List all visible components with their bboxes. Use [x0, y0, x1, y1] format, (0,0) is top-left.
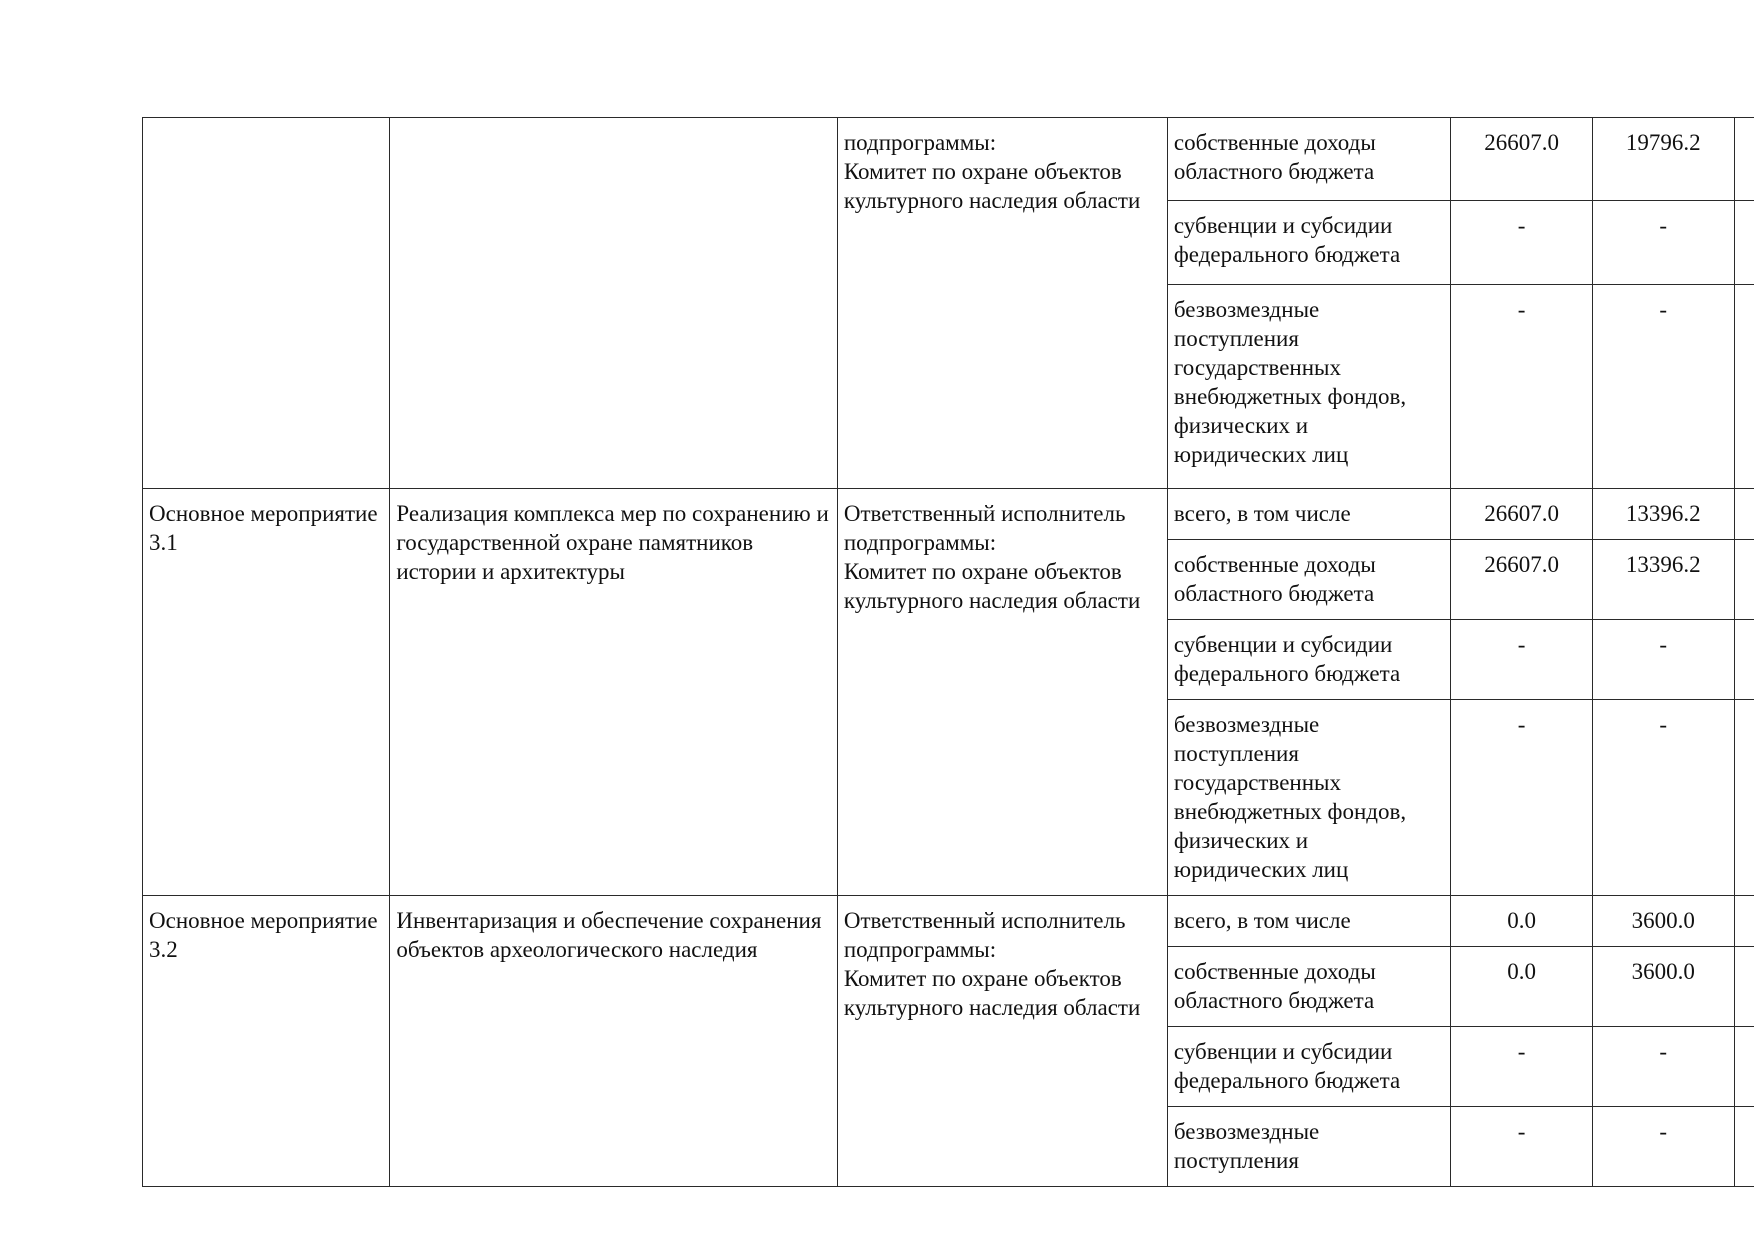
- event-name-cell: Реализация комплекса мер по сохранению и государственной охране памятников истории и архитектуры: [390, 489, 837, 896]
- source-label: безвозмездные поступления государственных внебюджетных фондов, физических и юридических лиц: [1167, 284, 1450, 488]
- value-year-2: -: [1592, 1107, 1734, 1187]
- value-year-1: -: [1451, 1107, 1593, 1187]
- value-year-2: -: [1592, 700, 1734, 896]
- event-cell: [143, 118, 390, 489]
- value-year-2: 3600.0: [1592, 896, 1734, 947]
- value-year-2: 3600.0: [1592, 947, 1734, 1027]
- value-year-2: 13396.2: [1592, 489, 1734, 540]
- event-cell: Основное мероприятие 3.1: [143, 489, 390, 896]
- funding-table: [142, 117, 1754, 1187]
- value-year-2: 13396.2: [1592, 540, 1734, 620]
- value-year-2: -: [1592, 284, 1734, 488]
- value-year-1: 26607.0: [1451, 118, 1593, 201]
- table-row: [143, 896, 1754, 947]
- table-row: [143, 118, 1754, 201]
- cut-off-column: [1734, 284, 1754, 488]
- source-label: собственные доходы областного бюджета: [1167, 540, 1450, 620]
- value-year-2: -: [1592, 1027, 1734, 1107]
- executor-cell: Ответственный исполнитель подпрограммы: Комитет по охране объектов культурного наследия области: [837, 896, 1167, 1187]
- value-year-1: -: [1451, 201, 1593, 284]
- cut-off-column: [1734, 947, 1754, 1027]
- cut-off-column: [1734, 700, 1754, 896]
- value-year-1: 26607.0: [1451, 540, 1593, 620]
- value-year-1: 0.0: [1451, 896, 1593, 947]
- value-year-1: 26607.0: [1451, 489, 1593, 540]
- value-year-2: -: [1592, 620, 1734, 700]
- cut-off-column: [1734, 1107, 1754, 1187]
- event-name-cell: Инвентаризация и обеспечение сохранения объектов археологического наследия: [390, 896, 837, 1187]
- value-year-1: -: [1451, 1027, 1593, 1107]
- cut-off-column: [1734, 1027, 1754, 1107]
- value-year-1: -: [1451, 700, 1593, 896]
- event-cell: Основное мероприятие 3.2: [143, 896, 390, 1187]
- cut-off-column: [1734, 896, 1754, 947]
- source-label: субвенции и субсидии федерального бюджета: [1167, 201, 1450, 284]
- executor-cell: подпрограммы: Комитет по охране объектов культурного наследия области: [837, 118, 1167, 489]
- value-year-1: 0.0: [1451, 947, 1593, 1027]
- value-year-1: -: [1451, 284, 1593, 488]
- cut-off-column: [1734, 118, 1754, 201]
- table-row: [143, 489, 1754, 540]
- value-year-2: 19796.2: [1592, 118, 1734, 201]
- event-name-cell: [390, 118, 837, 489]
- source-label: безвозмездные поступления государственных внебюджетных фондов, физических и юридических лиц: [1167, 700, 1450, 896]
- value-year-2: -: [1592, 201, 1734, 284]
- source-label: субвенции и субсидии федерального бюджета: [1167, 620, 1450, 700]
- cut-off-column: [1734, 489, 1754, 540]
- value-year-1: -: [1451, 620, 1593, 700]
- source-label: собственные доходы областного бюджета: [1167, 118, 1450, 201]
- cut-off-column: [1734, 201, 1754, 284]
- source-label: собственные доходы областного бюджета: [1167, 947, 1450, 1027]
- cut-off-column: [1734, 620, 1754, 700]
- executor-cell: Ответственный исполнитель подпрограммы: Комитет по охране объектов культурного наследия области: [837, 489, 1167, 896]
- source-label: всего, в том числе: [1167, 896, 1450, 947]
- cut-off-column: [1734, 540, 1754, 620]
- source-label: всего, в том числе: [1167, 489, 1450, 540]
- source-label: субвенции и субсидии федерального бюджета: [1167, 1027, 1450, 1107]
- source-label: безвозмездные поступления: [1167, 1107, 1450, 1187]
